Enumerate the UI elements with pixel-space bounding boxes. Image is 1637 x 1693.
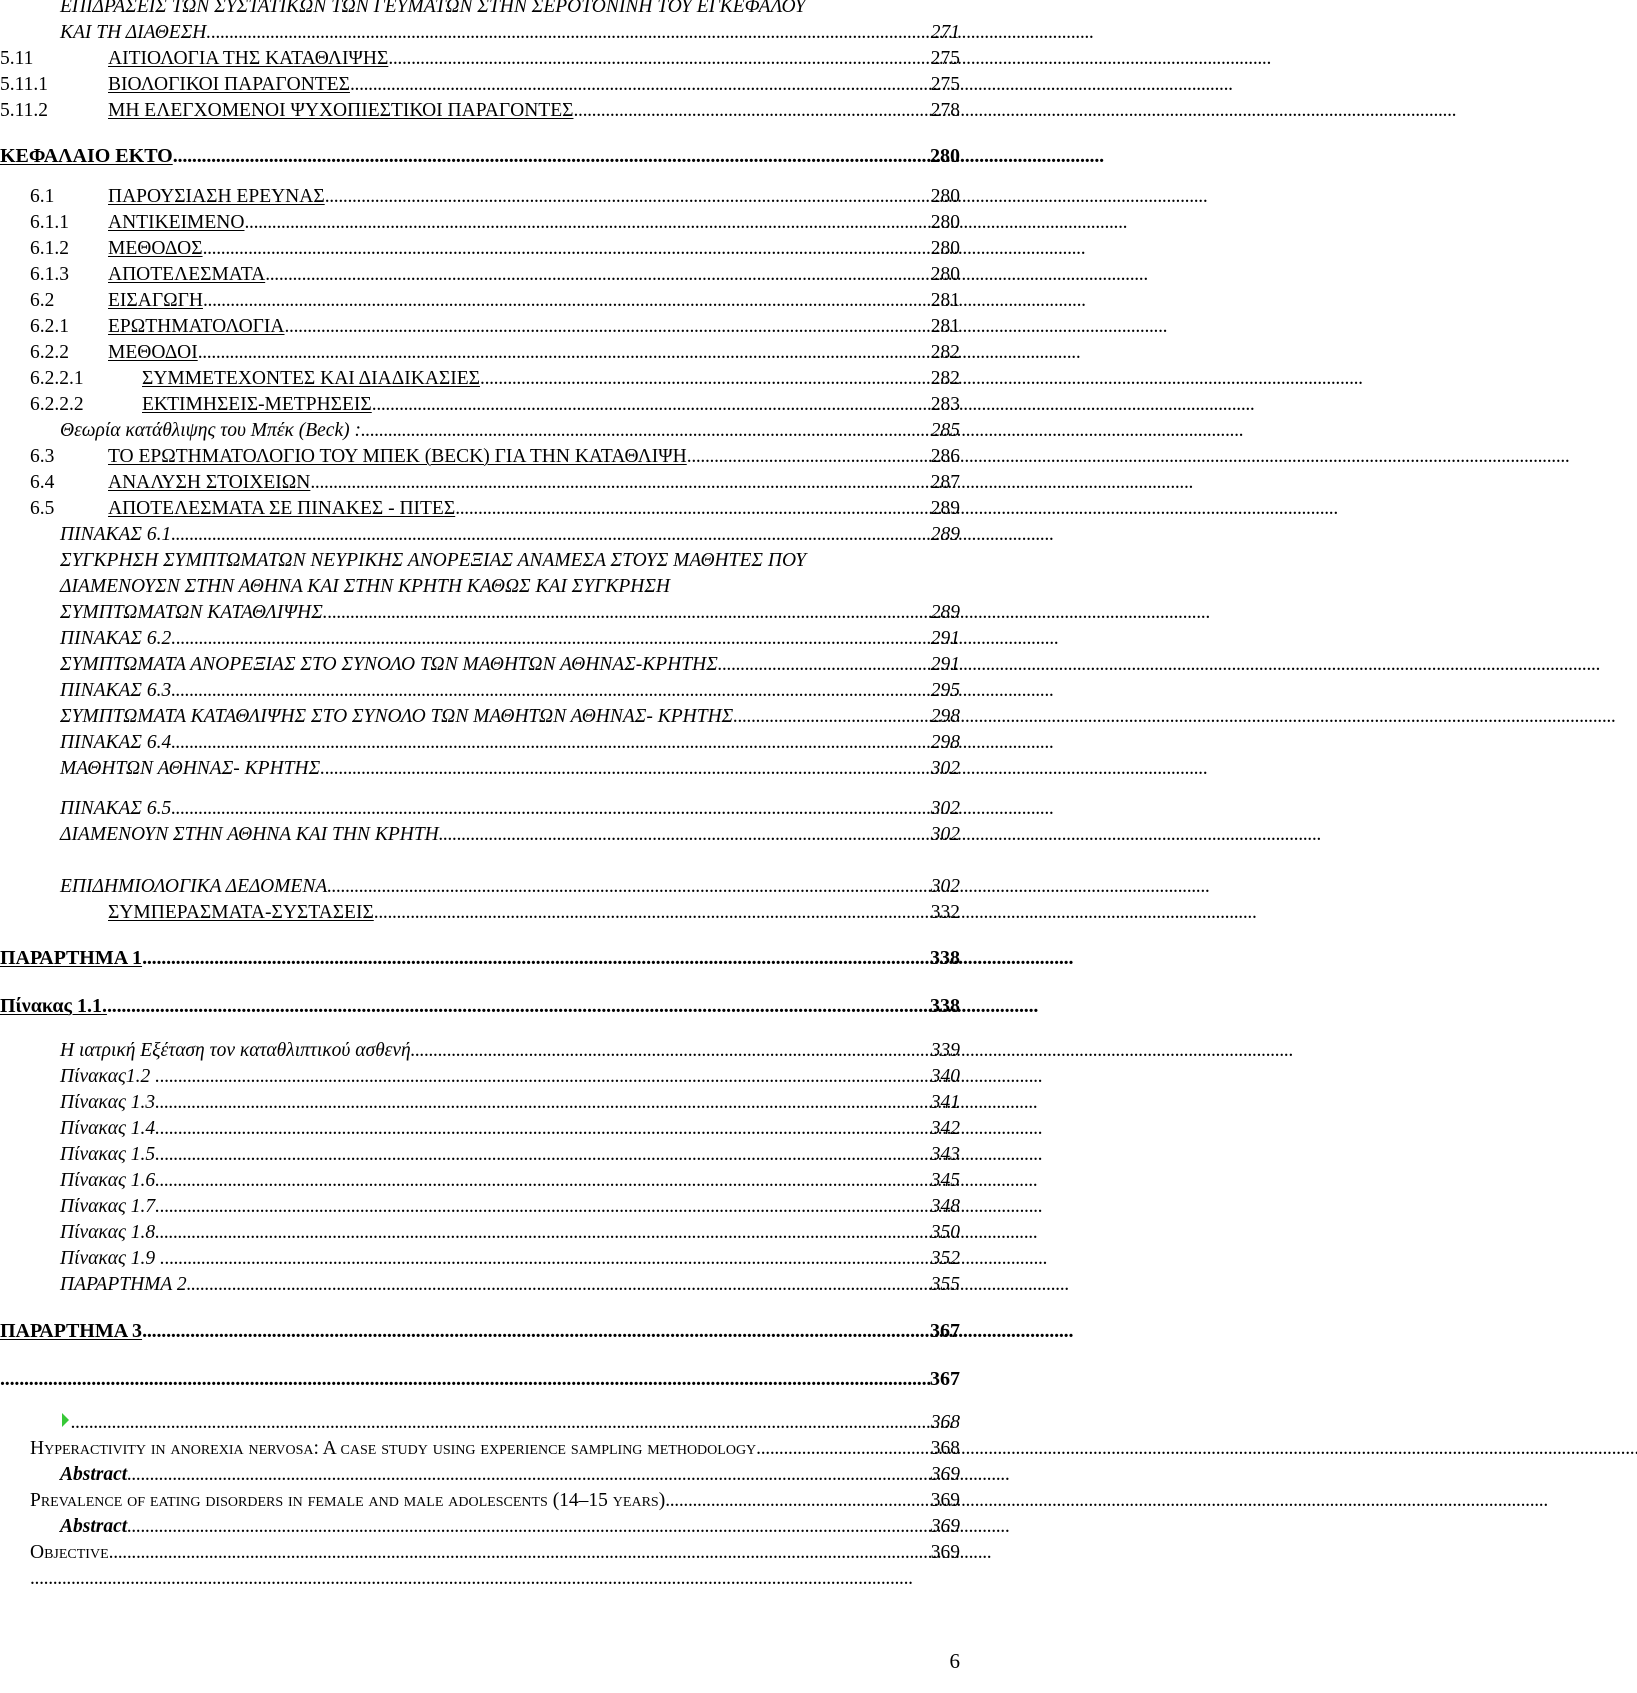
toc-page-number: 342	[930, 1118, 960, 1139]
toc-entry[interactable]	[0, 72, 960, 98]
toc-entry-title[interactable]: Πίνακας 1.6	[60, 1170, 156, 1191]
dot-leader	[173, 143, 928, 169]
dot-leader	[411, 1038, 929, 1064]
toc-entry-title[interactable]: Πίνακας 1.9 .	[60, 1248, 165, 1269]
toc-page-number: 298	[930, 706, 960, 727]
toc-page-number: 369	[930, 1490, 960, 1511]
toc-entry-title[interactable]: ΠΙΝΑΚΑΣ 6.1	[60, 524, 172, 545]
toc-page-number: 280	[930, 186, 960, 207]
toc-page-number: 281	[930, 290, 960, 311]
dot-leader	[155, 1090, 929, 1116]
toc-entry-title[interactable]: ΜΗ ΕΛΕΓΧΟΜΕΝΟΙ ΨΥΧΟΠΙΕΣΤΙΚΟΙ ΠΑΡΑΓΟΝΤΕΣ	[108, 100, 574, 121]
toc-entry[interactable]	[0, 652, 960, 678]
dot-leader	[439, 822, 929, 848]
toc-entry-title[interactable]: ΣΥΜΠΤΩΜΑΤΩΝ ΚΑΤΑΘΛΙΨΗΣ.	[60, 602, 328, 623]
toc-chapter[interactable]	[0, 945, 960, 971]
toc-entry-title[interactable]: Θεωρία κατάθλιψης του Μπέκ (Beck) :	[60, 420, 361, 441]
dot-leader	[155, 1168, 929, 1194]
toc-entry[interactable]	[0, 1566, 960, 1592]
dot-leader	[573, 98, 928, 124]
toc-entry-title[interactable]: ΠΙΝΑΚΑΣ 6.2.	[60, 628, 177, 649]
toc-entry[interactable]	[0, 210, 960, 236]
toc-entry[interactable]	[0, 600, 960, 626]
toc-entry[interactable]	[0, 340, 960, 366]
toc-entry[interactable]	[0, 98, 960, 124]
toc-entry-title: ΚΑΙ ΤΗ ΔΙΑΘΕΣΗ.	[60, 22, 212, 43]
dot-leader	[665, 1488, 929, 1514]
toc-page-number: 355	[930, 1274, 960, 1295]
dot-leader	[107, 993, 928, 1019]
toc-entry-title[interactable]: ΕΙΣΑΓΩΓΗ	[108, 290, 203, 311]
dot-leader	[350, 72, 929, 98]
toc-chapter-title[interactable]: ΠΑΡΑΡΤΗΜΑ 1	[0, 947, 143, 969]
toc-page-number: 280	[930, 238, 960, 259]
toc-page-number: 291	[930, 654, 960, 675]
toc-page-number: 285	[930, 420, 960, 441]
toc-page-number: 348	[930, 1196, 960, 1217]
toc-chapter-title[interactable]: Πίνακας 1.1.	[0, 995, 107, 1017]
toc-entry-title[interactable]: ΜΕΘΟΔΟΙ	[108, 342, 198, 363]
toc-section-number: 6.1	[30, 186, 55, 207]
toc-page-number: 369	[930, 1542, 960, 1563]
toc-chapter[interactable]	[0, 1366, 960, 1392]
toc-entry[interactable]	[0, 900, 960, 926]
toc-entry[interactable]	[0, 756, 960, 782]
toc-page-number: 278	[930, 100, 960, 121]
toc-entry-title[interactable]: Prevalence of eating disorders in female and male adolescents (14–15 years)	[30, 1490, 666, 1511]
toc-entry[interactable]	[0, 496, 960, 522]
toc-entry[interactable]	[0, 470, 960, 496]
toc-entry-title[interactable]	[60, 1410, 71, 1436]
toc-entry-title[interactable]: ΠΑΡΟΥΣΙΑΣΗ ΕΡΕΥΝΑΣ	[108, 186, 325, 207]
toc-section-number: 6.5	[30, 498, 55, 519]
toc-section-number: 6.1.1	[30, 212, 69, 233]
toc-entry-title[interactable]: Objective	[30, 1542, 109, 1563]
dot-leader	[160, 1194, 929, 1220]
toc-entry[interactable]	[0, 822, 960, 848]
toc-page-number: 343	[930, 1144, 960, 1165]
toc-page-number: 289	[930, 498, 960, 519]
toc-page-number: 275	[930, 48, 960, 69]
toc-entry[interactable]	[0, 1272, 960, 1298]
toc-page-number: 350	[930, 1222, 960, 1243]
toc-entry[interactable]	[0, 366, 960, 392]
toc-entry[interactable]	[0, 1038, 960, 1064]
toc-page-number: 340	[930, 1066, 960, 1087]
toc-chapter-title[interactable]: ΠΑΡΑΡΤΗΜΑ 3	[0, 1320, 143, 1342]
toc-entry-title[interactable]: Πίνακας 1.5.	[60, 1144, 161, 1165]
toc-page-number: 368	[930, 1412, 960, 1433]
toc-page-number: 352	[930, 1248, 960, 1269]
toc-section-number: 6.2.2	[30, 342, 69, 363]
toc-entry[interactable]	[0, 1436, 960, 1462]
toc-entry[interactable]	[0, 874, 960, 900]
toc-entry-title[interactable]: ΣΥΜΜΕΤΕΧΟΝΤΕΣ ΚΑΙ ΔΙΑΔΙΚΑΣΙΕΣ	[142, 368, 481, 389]
toc-entry-title[interactable]: Πίνακας 1.7.	[60, 1196, 161, 1217]
dot-leader	[30, 1566, 958, 1592]
toc-page-number: 282	[930, 342, 960, 363]
toc-entry-title[interactable]: ΠΙΝΑΚΑΣ 6.4	[60, 732, 172, 753]
toc-chapter-title[interactable]: ΚΕΦΑΛΑΙΟ ΕΚΤΟ	[0, 145, 173, 167]
toc-entry-continuation: ΔΙΑΜΕΝΟΥΣΝ ΣΤΗΝ ΑΘΗΝΑ ΚΑΙ ΣΤΗΝ ΚΡΗΤΗ ΚΑΘΩΣ ΚΑΙ ΣΥΓΚΡΗΣΗ	[60, 576, 670, 597]
dot-leader	[244, 210, 928, 236]
toc-page-number: 368	[930, 1438, 960, 1459]
toc-page-number: 345	[930, 1170, 960, 1191]
toc-entry[interactable]	[0, 46, 960, 72]
toc-entry[interactable]	[0, 522, 960, 548]
dot-leader	[265, 262, 929, 288]
toc-entry[interactable]	[0, 392, 960, 418]
toc-section-number: 6.2.1	[30, 316, 69, 337]
dot-leader	[285, 314, 929, 340]
dot-leader	[127, 1514, 929, 1540]
toc-entry[interactable]	[0, 796, 960, 822]
toc-chapter[interactable]	[0, 1318, 960, 1344]
dot-leader	[480, 366, 929, 392]
toc-page-number: 286	[930, 446, 960, 467]
toc-section-number: 6.1.3	[30, 264, 69, 285]
dot-leader	[718, 652, 929, 678]
toc-page-number: 280	[930, 212, 960, 233]
toc-page-number: 298	[930, 732, 960, 753]
toc-entry-title[interactable]: ΑΝΑΛΥΣΗ ΣΤΟΙΧΕΙΩΝ	[108, 472, 311, 493]
toc-entry[interactable]	[0, 1220, 960, 1246]
toc-entry-title[interactable]: ΑΙΤΙΟΛΟΓΙΑ ΤΗΣ ΚΑΤΑΘΛΙΨΗΣ	[108, 48, 389, 69]
toc-section-number: 6.3	[30, 446, 55, 467]
page-number: 6	[949, 1649, 960, 1673]
dot-leader	[165, 1246, 929, 1272]
dot-leader	[388, 46, 928, 72]
toc-entry-title[interactable]: Abstract	[60, 1516, 128, 1537]
toc-entry[interactable]	[0, 184, 960, 210]
toc-entry-title[interactable]: ΒΙΟΛΟΓΙΚΟΙ ΠΑΡΑΓΟΝΤΕΣ	[108, 74, 350, 95]
toc-section-number: 6.2.2.1	[30, 368, 84, 389]
dot-leader	[142, 945, 928, 971]
toc-section-number: 6.2.2.2	[30, 394, 84, 415]
dot-leader	[203, 288, 929, 314]
dot-leader	[361, 418, 929, 444]
toc-page-number: 369	[930, 1516, 960, 1537]
toc-page-number: 283	[930, 394, 960, 415]
dot-leader	[127, 1462, 929, 1488]
toc-entry[interactable]	[0, 1462, 960, 1488]
toc-section-number: 6.1.2	[30, 238, 69, 259]
dot-leader	[109, 1540, 929, 1566]
toc-page-number: 338	[930, 947, 960, 969]
toc-page-number: 367	[930, 1368, 960, 1390]
toc-entry[interactable]	[0, 1090, 960, 1116]
toc-entry[interactable]	[0, 1194, 960, 1220]
dot-leader	[187, 1272, 929, 1298]
toc-entry[interactable]	[0, 1142, 960, 1168]
dot-leader	[687, 444, 929, 470]
toc-section-number: 5.11.2	[0, 100, 49, 121]
toc-section-number: 6.2	[30, 290, 55, 311]
toc-entry[interactable]	[0, 262, 960, 288]
toc-entry-continuation: ΕΠΙΔΡΑΣΕΙΣ ΤΩΝ ΣΥΣΤΑΤΙΚΩΝ ΤΩΝ ΓΕΥΜΑΤΩΝ ΣΤΗΝ ΣΕΡΟΤΟΝΙΝΗ ΤΟΥ ΕΓΚΕΦΑΛΟΥ	[60, 0, 806, 17]
dot-leader	[171, 796, 929, 822]
toc-entry-title[interactable]: Πίνακας 1.4.	[60, 1118, 161, 1139]
toc-page-number: 341	[930, 1092, 960, 1113]
toc-page-number: 332	[930, 902, 960, 923]
toc-page-number: 287	[930, 472, 960, 493]
toc-section-number: 6.4	[30, 472, 55, 493]
toc-section-number: 5.11	[0, 48, 34, 69]
toc-entry[interactable]	[0, 314, 960, 340]
toc-entry[interactable]	[0, 1514, 960, 1540]
dot-leader	[756, 1436, 929, 1462]
toc-entry-title[interactable]: ΜΑΘΗΤΩΝ ΑΘΗΝΑΣ- ΚΡΗΤΗΣ.	[60, 758, 326, 779]
dot-leader	[372, 392, 929, 418]
dot-leader	[0, 1366, 928, 1392]
toc-entry-title[interactable]: Πίνακας 1.3	[60, 1092, 156, 1113]
dot-leader	[455, 496, 929, 522]
toc-page-number: 280	[930, 145, 960, 167]
dot-leader	[328, 600, 929, 626]
toc-entry-title[interactable]: ΕΚΤΙΜΗΣΕΙΣ-ΜΕΤΡΗΣΕΙΣ	[142, 394, 372, 415]
toc-page-number: 302	[930, 798, 960, 819]
dot-leader	[71, 1410, 929, 1436]
dot-leader	[310, 470, 928, 496]
toc-entry[interactable]	[0, 678, 960, 704]
toc-entry-continuation: ΣΥΓΚΡΗΣΗ ΣΥΜΠΤΩΜΑΤΩΝ ΝΕΥΡΙΚΗΣ ΑΝΟΡΕΞΙΑΣ ΑΝΑΜΕΣΑ ΣΤΟΥΣ ΜΑΘΗΤΕΣ ΠΟΥ	[60, 550, 807, 571]
toc-entry[interactable]	[0, 1246, 960, 1272]
dot-leader	[198, 340, 929, 366]
toc-section-number: 5.11.1	[0, 74, 49, 95]
dot-leader	[142, 1318, 928, 1344]
toc-entry-title[interactable]: Η ιατρική Εξέταση τον καταθλιπτικού ασθενή	[60, 1040, 411, 1061]
dot-leader	[171, 522, 929, 548]
toc-page-number: 339	[930, 1040, 960, 1061]
dot-leader	[160, 1142, 929, 1168]
toc-entry-title[interactable]: Πίνακας1.2 .	[60, 1066, 161, 1087]
dot-leader	[325, 756, 929, 782]
dot-leader	[171, 730, 929, 756]
toc-entry-title[interactable]: ΣΥΜΠΤΩΜΑΤΑ ΑΝΟΡΕΞΙΑΣ ΣΤΟ ΣΥΝΟΛΟ ΤΩΝ ΜΑΘΗΤΩΝ ΑΘΗΝΑΣ-ΚΡΗΤΗΣ	[60, 654, 718, 675]
toc-entry-title[interactable]: ΠΑΡΑΡΤΗΜΑ 2	[60, 1274, 187, 1295]
toc-page-number: 295	[930, 680, 960, 701]
dot-leader	[155, 1220, 929, 1246]
toc-page-number: 289	[930, 602, 960, 623]
toc-entry[interactable]	[0, 730, 960, 756]
toc-entry[interactable]	[0, 1410, 960, 1436]
toc-entry-title[interactable]: ΤΟ ΕΡΩΤΗΜΑΤΟΛΟΓΙΟ ΤΟΥ ΜΠΕΚ (BECK) ΓΙΑ ΤΗΝ ΚΑΤΑΘΛΙΨΗ	[108, 446, 687, 467]
toc-page-number: 338	[930, 995, 960, 1017]
dot-leader	[325, 184, 929, 210]
toc-entry-title[interactable]: ΑΠΟΤΕΛΕΣΜΑΤΑ ΣΕ ΠΙΝΑΚΕΣ - ΠΙΤΕΣ	[108, 498, 456, 519]
dot-leader	[374, 900, 929, 926]
toc-entry-title[interactable]: ΔΙΑΜΕΝΟΥΝ ΣΤΗΝ ΑΘΗΝΑ ΚΑΙ ΤΗΝ ΚΡΗΤΗ	[60, 824, 439, 845]
toc-entry[interactable]	[0, 1064, 960, 1090]
toc-entry[interactable]	[0, 236, 960, 262]
toc-entry-title[interactable]: ΜΕΘΟΔΟΣ	[108, 238, 203, 259]
dot-leader	[733, 704, 928, 730]
dot-leader	[160, 1064, 929, 1090]
dot-leader	[211, 20, 928, 46]
toc-page-number: 367	[930, 1320, 960, 1342]
dot-leader	[176, 626, 929, 652]
toc-entry[interactable]	[0, 1168, 960, 1194]
toc-entry-title[interactable]: ΕΡΩΤΗΜΑΤΟΛΟΓΙΑ	[108, 316, 285, 337]
toc-entry-title[interactable]: ΑΠΟΤΕΛΕΣΜΑΤΑ	[108, 264, 266, 285]
toc-entry-title[interactable]: ΠΙΝΑΚΑΣ 6.3	[60, 680, 172, 701]
toc-entry-title[interactable]: ΠΙΝΑΚΑΣ 6.5	[60, 798, 172, 819]
toc-entry-title[interactable]: ΣΥΜΠΤΩΜΑΤΑ ΚΑΤΑΘΛΙΨΗΣ ΣΤΟ ΣΥΝΟΛΟ ΤΩΝ ΜΑΘΗΤΩΝ ΑΘΗΝΑΣ- ΚΡΗΤΗΣ	[60, 706, 734, 727]
toc-entry[interactable]	[0, 20, 960, 46]
toc-page-number: 275	[930, 74, 960, 95]
toc-entry-title[interactable]: Πίνακας 1.8	[60, 1222, 156, 1243]
toc-chapter[interactable]	[0, 993, 960, 1019]
toc-page-number: 280	[930, 264, 960, 285]
toc-page-number: 302	[930, 876, 960, 897]
toc-entry-title[interactable]: Abstract	[60, 1464, 128, 1485]
toc-page-number: 282	[930, 368, 960, 389]
dot-leader	[327, 874, 929, 900]
toc-entry[interactable]	[0, 444, 960, 470]
toc-page-number: 369	[930, 1464, 960, 1485]
dot-leader	[160, 1116, 929, 1142]
toc-page-number: 281	[930, 316, 960, 337]
toc-page-number: 271	[930, 22, 960, 43]
toc-entry-title[interactable]: Hyperactivity in anorexia nervosa: A case study using experience sampling methodology	[30, 1438, 757, 1459]
toc-entry[interactable]	[0, 1540, 960, 1566]
toc-entry[interactable]	[0, 288, 960, 314]
dot-leader	[203, 236, 929, 262]
toc-entry[interactable]	[0, 626, 960, 652]
toc-page-number: 302	[930, 758, 960, 779]
toc-page-number: 302	[930, 824, 960, 845]
toc-entry[interactable]	[0, 1116, 960, 1142]
toc-page-number: 289	[930, 524, 960, 545]
toc-entry[interactable]	[0, 704, 960, 730]
toc-entry-title[interactable]: ΑΝΤΙΚΕΙΜΕΝΟ	[108, 212, 245, 233]
play-arrow-icon	[62, 1413, 69, 1427]
toc-entry[interactable]	[0, 1488, 960, 1514]
toc-chapter[interactable]	[0, 143, 960, 169]
toc-entry-title[interactable]: ΣΥΜΠΕΡΑΣΜΑΤΑ-ΣΥΣΤΑΣΕΙΣ	[108, 902, 374, 923]
toc-entry-title[interactable]: ΕΠΙΔΗΜΙΟΛΟΓΙΚΑ ΔΕΔΟΜΕΝΑ	[60, 876, 328, 897]
dot-leader	[171, 678, 929, 704]
toc-entry[interactable]	[0, 418, 960, 444]
toc-page-number: 291	[930, 628, 960, 649]
